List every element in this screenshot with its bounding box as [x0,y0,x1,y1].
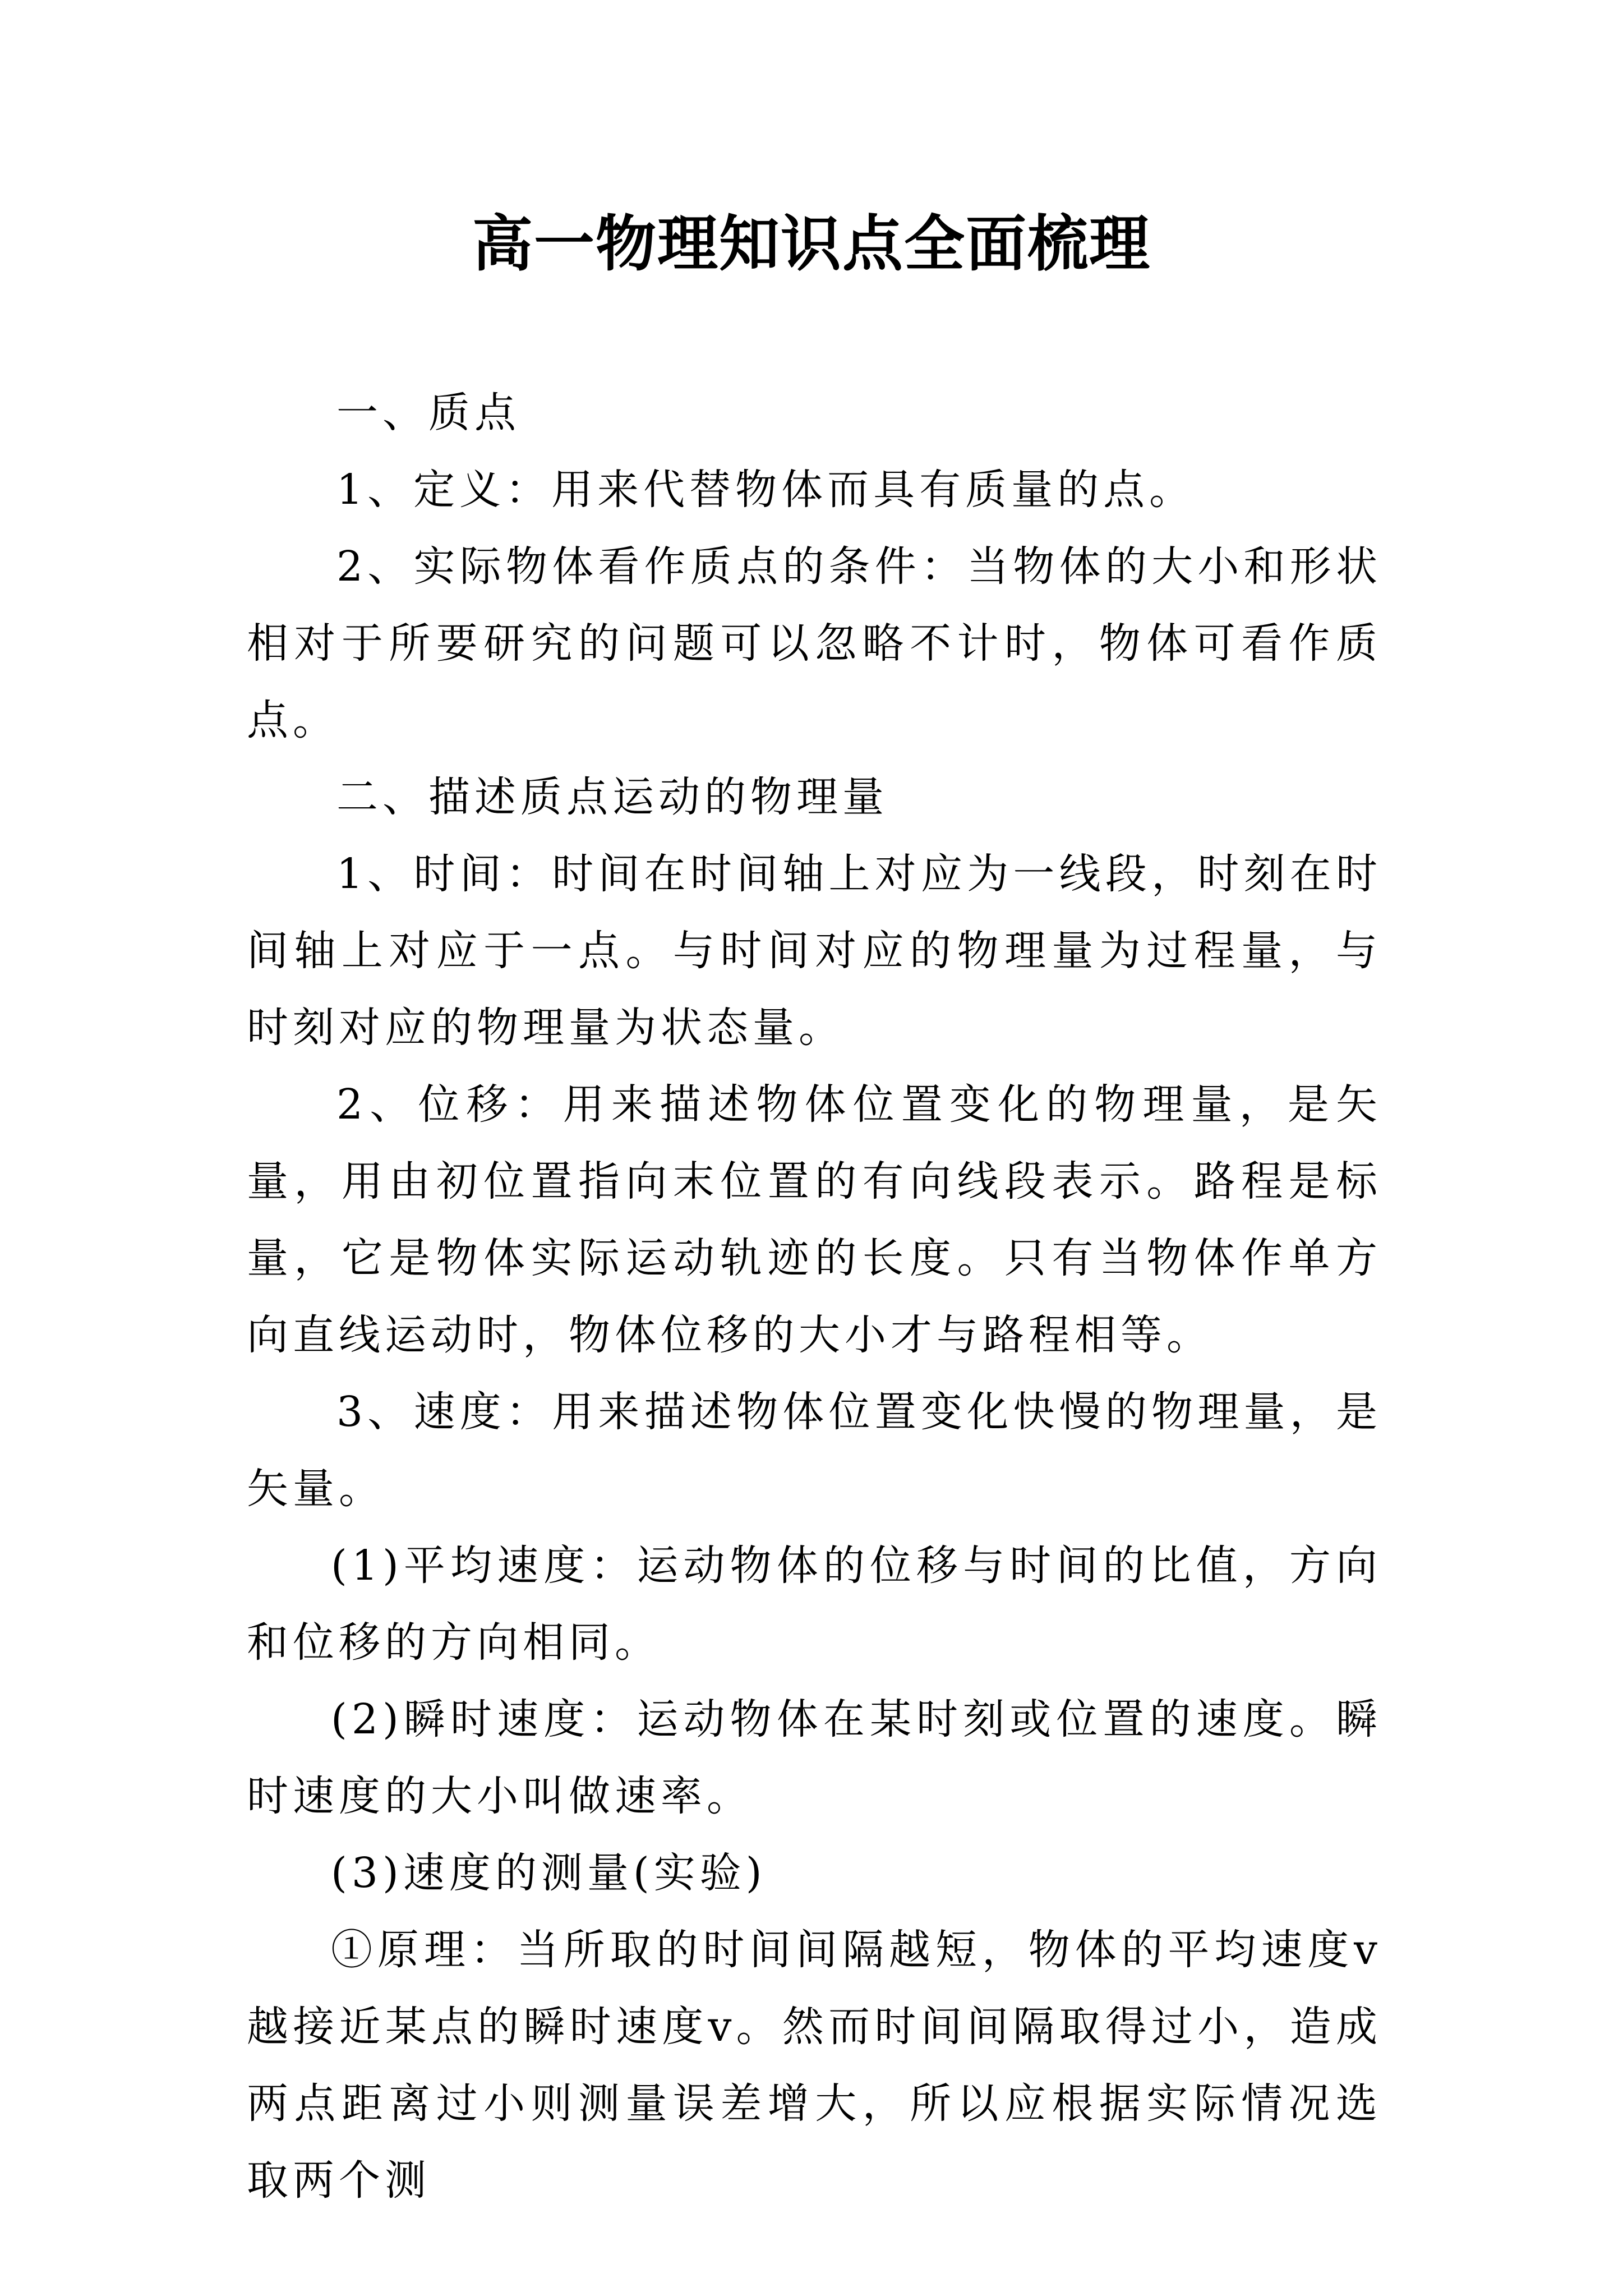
paragraph-measurement-principle: ①原理：当所取的时间间隔越短，物体的平均速度v越接近某点的瞬时速度v。然而时间间隔取得过小，造成两点距离过小则测量误差增大，所以应根据实际情况选取两个测 [247,1926,1382,2205]
paragraph-average-velocity: (1)平均速度：运动物体的位移与时间的比值，方向和位移的方向相同。 [247,1542,1382,1667]
paragraph-velocity: 3、速度：用来描述物体位置变化快慢的物理量，是矢量。 [247,1388,1382,1513]
document-body [247,375,1382,2219]
paragraph-instantaneous-velocity: (2)瞬时速度：运动物体在某时刻或位置的速度。瞬时速度的大小叫做速率。 [247,1695,1382,1820]
paragraph-velocity-measurement: (3)速度的测量(实验) [331,1849,767,1897]
paragraph-definition: 1、定义：用来代替物体而具有质量的点。 [336,466,1196,514]
paragraph-particle-conditions: 2、实际物体看作质点的条件：当物体的大小和形状相对于所要研究的问题可以忽略不计时，物体可看作质点。 [247,542,1382,744]
paragraph-time: 1、时间：时间在时间轴上对应为一线段，时刻在时间轴上对应于一点。与时间对应的物理量为过程量，与时刻对应的物理量为状态量。 [247,850,1382,1052]
section-heading-physical-quantities: 二、描述质点运动的物理量 [336,773,888,821]
document-title: 高一物理知识点全面梳理 [472,209,1151,279]
section-heading-particle: 一、质点 [336,389,520,437]
paragraph-displacement: 2、位移：用来描述物体位置变化的物理量，是矢量，用由初位置指向末位置的有向线段表示。路程是标量，它是物体实际运动轨迹的长度。只有当物体作单方向直线运动时，物体位移的大小才与路程相等。 [247,1080,1382,1359]
